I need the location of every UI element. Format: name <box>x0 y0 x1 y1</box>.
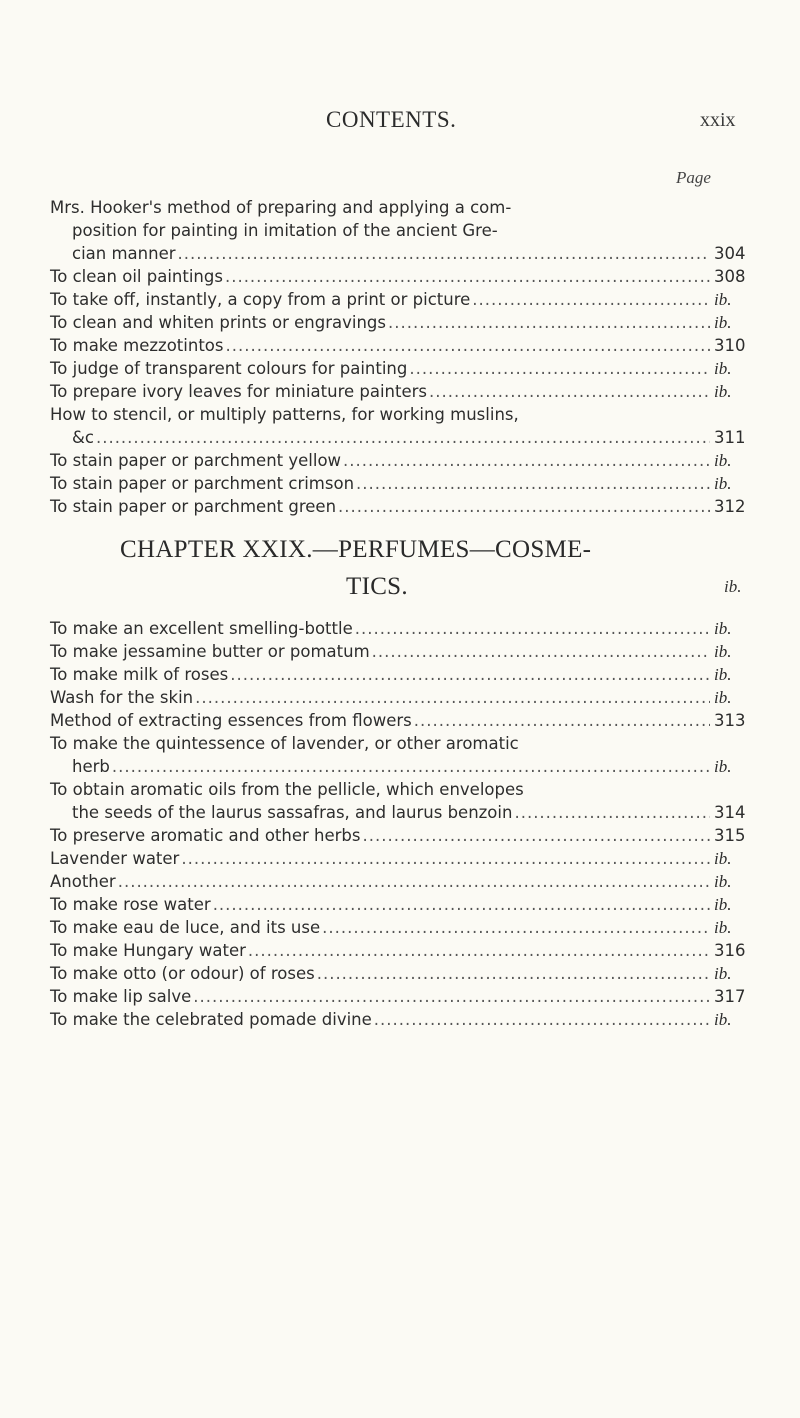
toc-entry-line: How to stencil, or multiply patterns, for working muslins, <box>50 405 519 424</box>
toc-page-number: ib. <box>714 474 732 493</box>
toc-page-number: 311 <box>714 428 746 447</box>
dot-leader <box>409 357 710 380</box>
toc-entry-row <box>50 640 744 663</box>
chapter-title-line1: CHAPTER XXIX.—PERFUMES—COSME- <box>120 536 592 563</box>
dot-leader <box>429 380 710 403</box>
dot-leader <box>322 916 710 939</box>
dot-leader <box>230 663 710 686</box>
toc-entry-row <box>50 265 744 288</box>
toc-page-number: ib. <box>714 872 732 891</box>
toc-entry-row <box>50 495 744 518</box>
toc-entry <box>50 288 744 311</box>
dot-leader <box>213 893 710 916</box>
toc-entry-text: To make rose water <box>50 895 211 914</box>
toc-entry-text: To stain paper or parchment green <box>50 497 337 516</box>
toc-entry-text: To make milk of roses <box>50 665 229 684</box>
dot-leader <box>96 426 710 449</box>
dot-leader <box>248 939 710 962</box>
toc-entry <box>50 449 744 472</box>
toc-entry <box>50 403 744 449</box>
toc-page-number: 310 <box>714 336 746 355</box>
toc-entry <box>50 778 744 824</box>
toc-entry-text: To make jessamine butter or pomatum <box>50 642 370 661</box>
toc-entry-row <box>50 426 744 449</box>
toc-page-number: ib. <box>714 1010 732 1029</box>
dot-leader <box>374 1008 710 1031</box>
toc-entry-line: To obtain aromatic oils from the pellicle, which envelopes <box>50 780 524 799</box>
chapter-title-line2: TICS. <box>346 573 408 600</box>
toc-entry-text: &c <box>72 428 94 447</box>
dot-leader <box>317 962 710 985</box>
toc-entry <box>50 334 744 357</box>
toc-page-number: ib. <box>714 359 732 378</box>
toc-entry <box>50 380 744 403</box>
toc-entry-row <box>50 288 744 311</box>
dot-leader <box>225 334 710 357</box>
dot-leader <box>343 449 710 472</box>
toc-page-number: ib. <box>714 918 732 937</box>
toc-page-number: 313 <box>714 711 746 730</box>
toc-entry-row <box>50 870 744 893</box>
dot-leader <box>178 242 710 265</box>
toc-entry-text: To preserve aromatic and other herbs <box>50 826 361 845</box>
toc-entry <box>50 196 744 265</box>
toc-entry-text: To clean oil paintings <box>50 267 223 286</box>
toc-entry <box>50 847 744 870</box>
toc-entry-text: To stain paper or parchment yellow <box>50 451 342 470</box>
toc-entry <box>50 916 744 939</box>
toc-entry-row <box>50 663 744 686</box>
contents-section-2 <box>50 617 744 1031</box>
toc-entry <box>50 357 744 380</box>
dot-leader <box>514 801 710 824</box>
toc-entry <box>50 709 744 732</box>
dot-leader <box>195 686 710 709</box>
toc-entry-row <box>50 847 744 870</box>
toc-entry-row <box>50 686 744 709</box>
toc-page-number: ib. <box>714 757 732 776</box>
toc-page-number: ib. <box>714 895 732 914</box>
toc-page-number: 316 <box>714 941 746 960</box>
toc-entry-row <box>50 449 744 472</box>
toc-entry-line: Mrs. Hooker's method of preparing and applying a com- <box>50 198 512 217</box>
page-column-label: Page <box>676 168 711 187</box>
toc-entry <box>50 265 744 288</box>
toc-page-number: 317 <box>714 987 746 1006</box>
toc-entry <box>50 472 744 495</box>
running-head <box>0 107 800 147</box>
toc-entry <box>50 893 744 916</box>
toc-entry-row <box>50 1008 744 1031</box>
toc-page-number: ib. <box>714 313 732 332</box>
dot-leader <box>338 495 710 518</box>
dot-leader <box>193 985 710 1008</box>
toc-entry <box>50 962 744 985</box>
toc-entry-text: To make eau de luce, and its use <box>50 918 321 937</box>
toc-page-number: ib. <box>714 849 732 868</box>
toc-entry-text: To make otto (or odour) of roses <box>50 964 315 983</box>
toc-entry-row <box>50 472 744 495</box>
toc-page-number: 312 <box>714 497 746 516</box>
toc-entry-text: To clean and whiten prints or engravings <box>50 313 386 332</box>
dot-leader <box>225 265 710 288</box>
toc-entry-text: cian manner <box>72 244 176 263</box>
toc-page-number: ib. <box>714 665 732 684</box>
toc-entry-text: To make mezzotintos <box>50 336 224 355</box>
toc-entry-text: the seeds of the laurus sassafras, and laurus benzoin <box>72 803 513 822</box>
page-title: CONTENTS. <box>326 107 457 132</box>
toc-entry-row <box>50 709 744 732</box>
toc-entry-text: To make Hungary water <box>50 941 246 960</box>
toc-entry-text: To stain paper or parchment crimson <box>50 474 355 493</box>
toc-entry-text: To make the celebrated pomade divine <box>50 1010 372 1029</box>
toc-entry-row <box>50 893 744 916</box>
toc-entry-line: position for painting in imitation of the ancient Gre- <box>72 221 498 240</box>
toc-entry-row <box>50 801 744 824</box>
toc-entry-row <box>50 939 744 962</box>
toc-entry-text: Lavender water <box>50 849 180 868</box>
dot-leader <box>472 288 710 311</box>
toc-entry <box>50 663 744 686</box>
dot-leader <box>181 847 710 870</box>
toc-entry <box>50 617 744 640</box>
toc-page-number: 315 <box>714 826 746 845</box>
toc-entry-text: Another <box>50 872 116 891</box>
dot-leader <box>388 311 710 334</box>
dot-leader <box>372 640 710 663</box>
toc-entry <box>50 1008 744 1031</box>
toc-entry <box>50 824 744 847</box>
dot-leader <box>355 617 710 640</box>
dot-leader <box>414 709 710 732</box>
toc-entry <box>50 985 744 1008</box>
toc-entry <box>50 311 744 334</box>
toc-entry <box>50 732 744 778</box>
folio-number: xxix <box>700 109 736 131</box>
toc-entry-text: To make an excellent smelling-bottle <box>50 619 353 638</box>
toc-page-number: 314 <box>714 803 746 822</box>
toc-page-number: ib. <box>714 642 732 661</box>
toc-entry-row <box>50 311 744 334</box>
toc-entry-line: To make the quintessence of lavender, or other aromatic <box>50 734 519 753</box>
toc-entry-row <box>50 380 744 403</box>
toc-entry-text: herb <box>72 757 110 776</box>
toc-entry-text: To make lip salve <box>50 987 192 1006</box>
toc-entry-row <box>50 357 744 380</box>
toc-entry-text: Wash for the skin <box>50 688 194 707</box>
toc-entry-text: To take off, instantly, a copy from a print or picture <box>50 290 471 309</box>
toc-entry <box>50 686 744 709</box>
toc-page-number: ib. <box>714 382 732 401</box>
toc-entry-text: To prepare ivory leaves for miniature painters <box>50 382 428 401</box>
toc-entry-row <box>50 962 744 985</box>
toc-entry <box>50 939 744 962</box>
toc-entry-row <box>50 755 744 778</box>
toc-entry-row <box>50 824 744 847</box>
toc-page-number: ib. <box>714 290 732 309</box>
toc-entry-row <box>50 916 744 939</box>
toc-entry-row <box>50 334 744 357</box>
toc-entry-row <box>50 242 744 265</box>
dot-leader <box>112 755 710 778</box>
dot-leader <box>356 472 710 495</box>
contents-section-1 <box>50 196 744 518</box>
toc-entry-text: To judge of transparent colours for painting <box>50 359 408 378</box>
dot-leader <box>118 870 710 893</box>
chapter-page-ref: ib. <box>724 577 742 596</box>
toc-entry <box>50 640 744 663</box>
toc-entry-row <box>50 985 744 1008</box>
toc-entry-row <box>50 617 744 640</box>
toc-page-number: ib. <box>714 964 732 983</box>
toc-page-number: ib. <box>714 688 732 707</box>
toc-page-number: 308 <box>714 267 746 286</box>
toc-page-number: ib. <box>714 619 732 638</box>
toc-entry <box>50 495 744 518</box>
toc-page-number: 304 <box>714 244 746 263</box>
toc-entry-text: Method of extracting essences from flowers <box>50 711 412 730</box>
toc-page-number: ib. <box>714 451 732 470</box>
toc-entry <box>50 870 744 893</box>
dot-leader <box>363 824 711 847</box>
